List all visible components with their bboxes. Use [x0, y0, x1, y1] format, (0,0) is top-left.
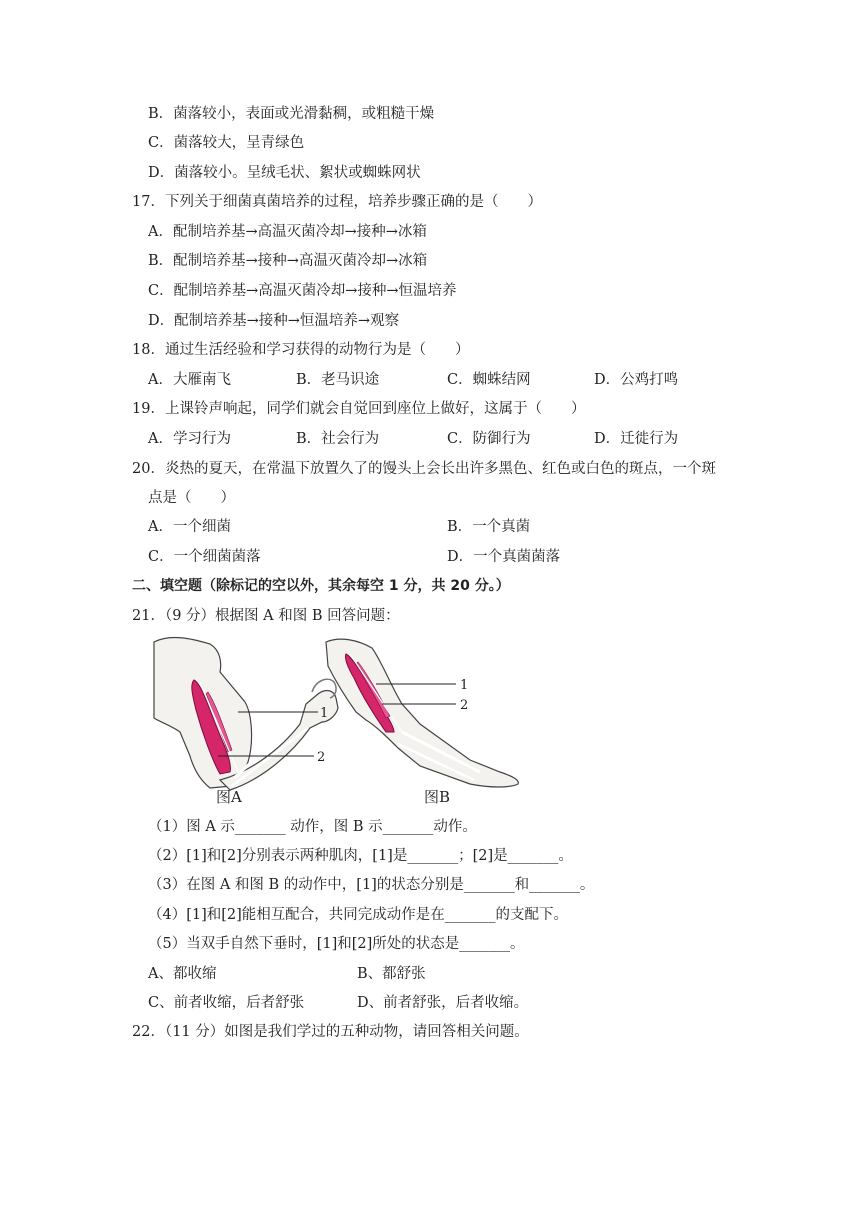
q20-stem-line2: 点是（ ） — [148, 490, 235, 506]
q21-option-d: D、前者舒张，后者收缩。 — [357, 995, 529, 1011]
section-heading: 二、填空题（除标记的空以外，其余每空 1 分，共 20 分。） — [132, 578, 510, 594]
q18-option-d: D．公鸡打鸣 — [594, 372, 679, 388]
arm-figures — [150, 632, 540, 810]
q22-stem: 22．（11 分）如图是我们学过的五种动物，请回答相关问题。 — [132, 1024, 529, 1040]
figure-a-label-2: 2 — [317, 750, 326, 765]
q18-option-b: B．老马识途 — [296, 372, 380, 388]
q21-option-c: C、前者收缩，后者舒张 — [148, 995, 305, 1011]
q18-option-a: A．大雁南飞 — [148, 372, 231, 388]
q17-option-a: A．配制培养基→高温灭菌冷却→接种→冰箱 — [148, 224, 427, 240]
q20-option-c: C．一个细菌菌落 — [148, 549, 261, 565]
figure-a-caption: 图A — [216, 788, 242, 806]
q21-stem: 21．（9 分）根据图 A 和图 B 回答问题： — [132, 608, 400, 624]
q19-stem: 19．上课铃声响起，同学们就会自觉回到座位上做好，这属于（ ） — [132, 401, 586, 417]
figure-a-arm — [154, 638, 338, 806]
q20-stem-line1: 20．炎热的夏天，在常温下放置久了的馒头上会长出许多黑色、红色或白色的斑点，一个斑 — [132, 461, 716, 477]
q17-stem: 17．下列关于细菌真菌培养的过程，培养步骤正确的是（ ） — [132, 194, 542, 210]
q18-stem: 18．通过生活经验和学习获得的动物行为是（ ） — [132, 342, 470, 358]
q20-option-d: D．一个真菌菌落 — [447, 549, 561, 565]
q21-part-1: （1）图 A 示_______ 动作，图 B 示_______动作。 — [148, 819, 477, 835]
figure-b-arm — [326, 639, 518, 806]
figure-b-label-1: 1 — [460, 678, 469, 693]
q17-option-d: D．配制培养基→接种→恒温培养→观察 — [148, 313, 400, 329]
q16-option-c: C．菌落较大，呈青绿色 — [148, 135, 305, 151]
q21-part-4: （4）[1]和[2]能相互配合，共同完成动作是在_______的支配下。 — [148, 907, 569, 923]
q17-option-c: C．配制培养基→高温灭菌冷却→接种→恒温培养 — [148, 283, 457, 299]
q16-option-b: B．菌落较小，表面或光滑黏稠，或粗糙干燥 — [148, 106, 435, 122]
q21-part-2: （2）[1]和[2]分别表示两种肌肉，[1]是_______；[2]是_______。 — [148, 848, 573, 864]
q19-option-a: A．学习行为 — [148, 431, 231, 447]
q18-option-c: C．蜘蛛结网 — [447, 372, 531, 388]
q20-option-a: A．一个细菌 — [148, 519, 231, 535]
q21-part-5: （5）当双手自然下垂时，[1]和[2]所处的状态是_______。 — [148, 936, 525, 952]
q19-option-b: B．社会行为 — [296, 431, 380, 447]
q21-option-a: A、都收缩 — [148, 966, 217, 982]
q21-option-b: B、都舒张 — [357, 966, 426, 982]
q19-option-c: C．防御行为 — [447, 431, 531, 447]
q20-option-b: B．一个真菌 — [447, 519, 531, 535]
q19-option-d: D．迁徙行为 — [594, 431, 679, 447]
figure-b-caption: 图B — [424, 788, 451, 806]
figure-b-label-2: 2 — [460, 698, 469, 713]
q17-option-b: B．配制培养基→接种→高温灭菌冷却→冰箱 — [148, 253, 428, 269]
q16-option-d: D．菌落较小。呈绒毛状、絮状或蜘蛛网状 — [148, 165, 421, 181]
figure-a-label-1: 1 — [320, 706, 329, 721]
q21-part-3: （3）在图 A 和图 B 的动作中，[1]的状态分别是_______和_______。 — [148, 877, 595, 893]
